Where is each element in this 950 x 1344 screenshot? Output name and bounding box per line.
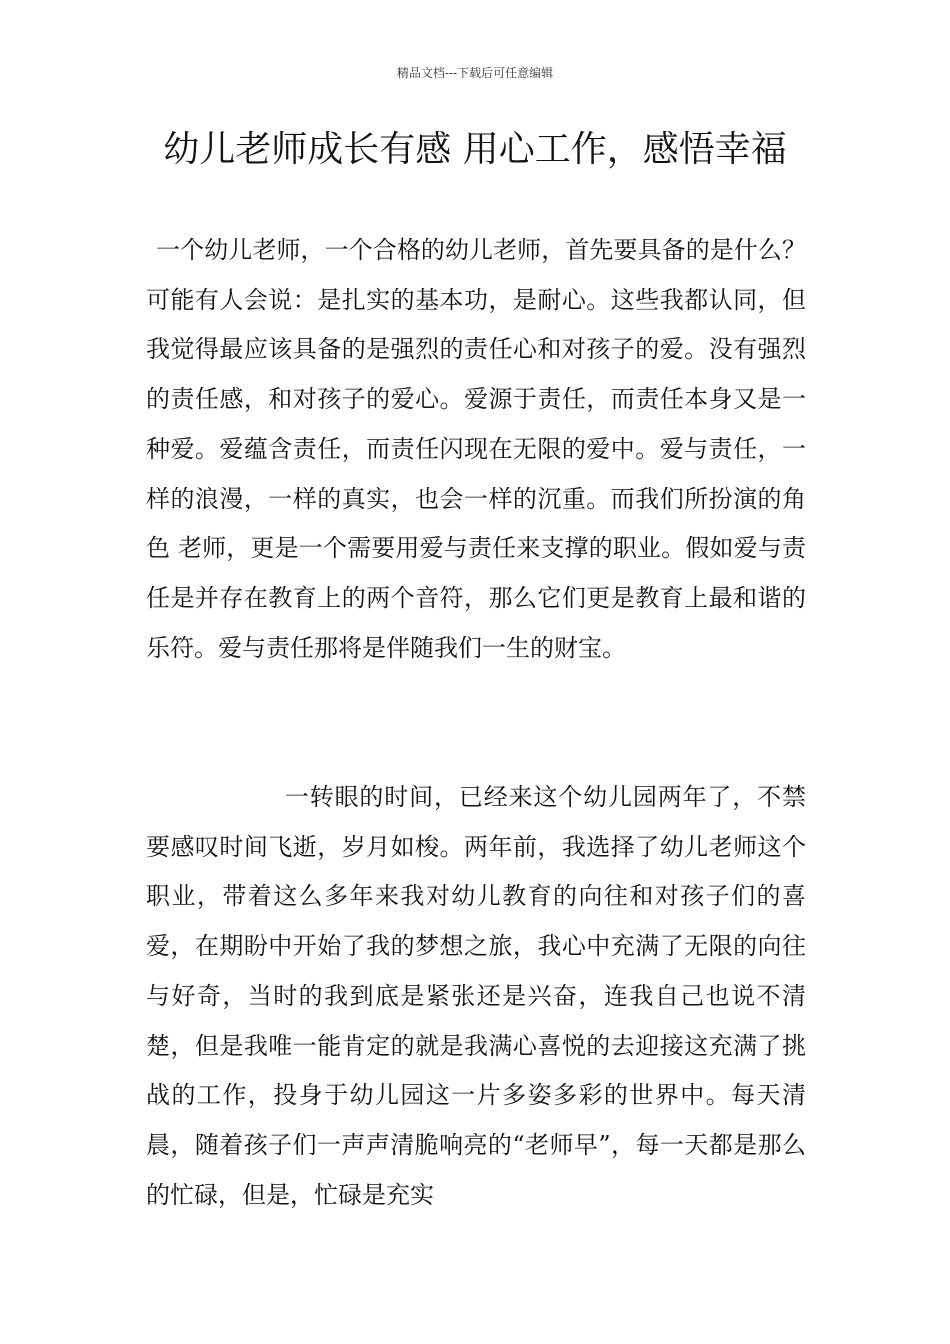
paragraph-1-text: 一个幼儿老师，一个合格的幼儿老师，首先要具备的是什么？可能有人会说：是扎实的基本功，是耐心。这些我都认同，但我觉得最应该具备的是强烈的责任心和对孩子的爱。没有强烈的责任感，和对孩子的爱心。爱源于责任，而责任本身又是一种爱。爱蕴含责任，而责任闪现在无限的爱中。爱与责任，一样的浪漫，一样的真实，也会一样的沉重。而我们所扮演的角色 老师，更是一个需要用爱与责任来支撑的职业。假如爱与责任是并存在教育上的两个音符，那么它们更是教育上最和谐的乐符。爱与责任那将是伴随我们一生的财宝。 xyxy=(146,236,806,662)
paragraph-2-text: 一转眼的时间，已经来这个幼儿园两年了，不禁要感叹时间飞逝，岁月如梭。两年前，我选择了幼儿老师这个职业，带着这么多年来我对幼儿教育的向往和对孩子们的喜爱，在期盼中开始了我的梦想之旅，我心中充满了无限的向往与好奇，当时的我到底是紧张还是兴奋，连我自己也说不清楚，但是我唯一能肯定的就是我满心喜悦的去迎接这充满了挑战的工作，投身于幼儿园这一片多姿多彩的世界中。每天清晨，随着孩子们一声声清脆响亮的“老师早”，每一天都是那么的忙碌，但是，忙碌是充实 xyxy=(146,783,806,1209)
paragraph-2 xyxy=(146,773,806,1220)
paragraph-1 xyxy=(146,226,806,673)
header-note: 精品文档---下载后可任意编辑 xyxy=(396,66,554,80)
document-title: 幼儿老师成长有感 用心工作，感悟幸福 xyxy=(163,129,787,170)
